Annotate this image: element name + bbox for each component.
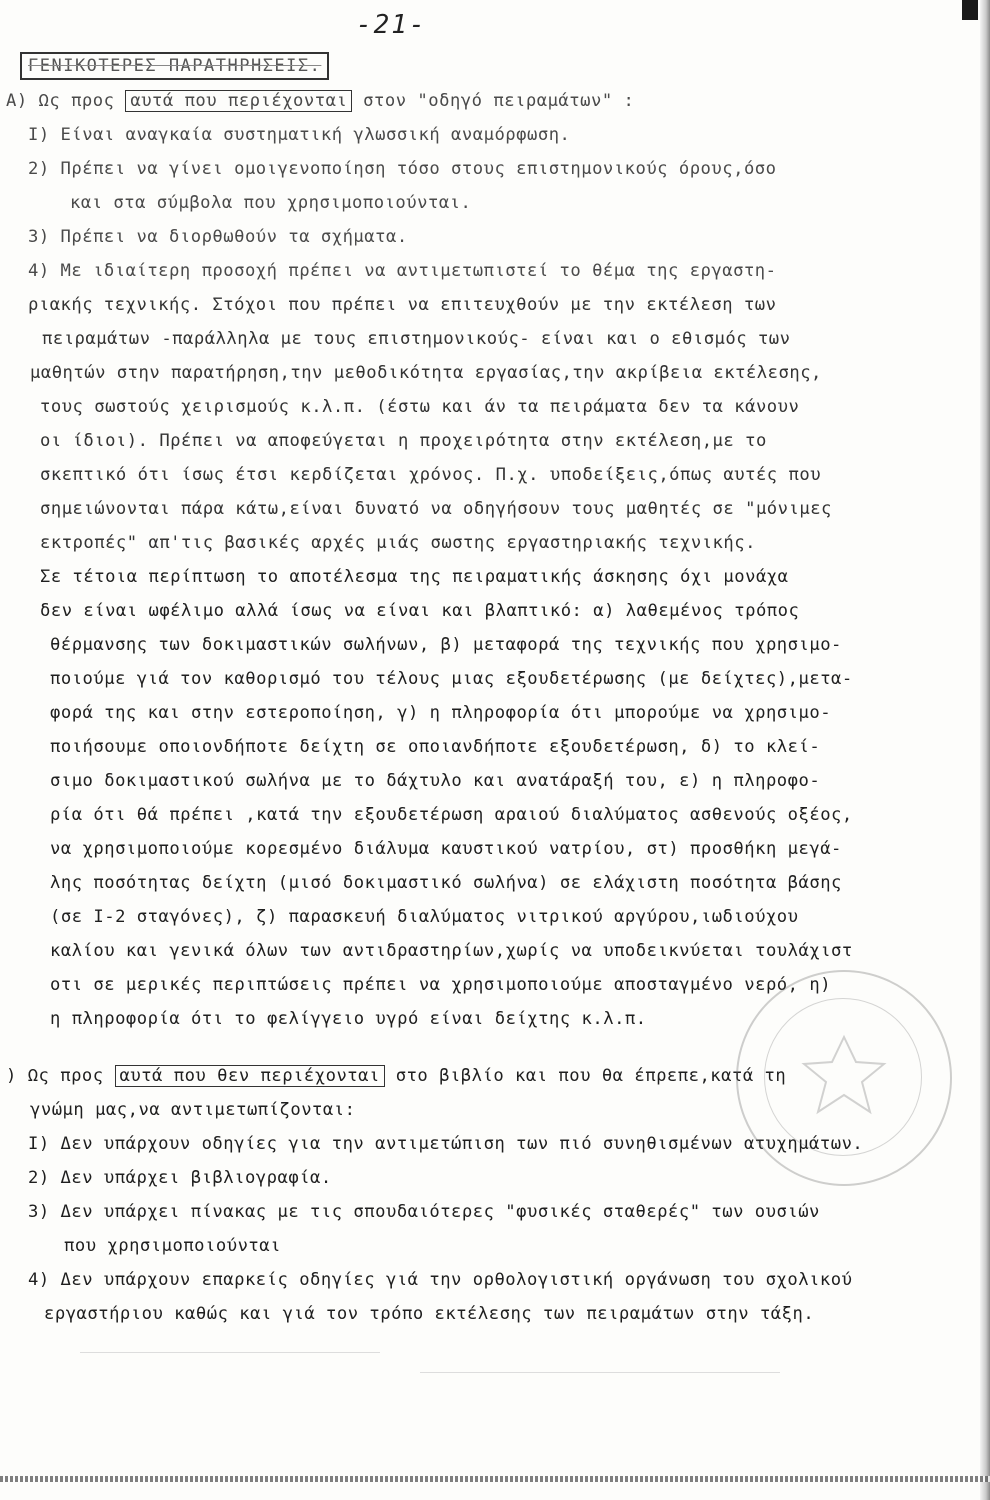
- section-a-line: να χρησιμοποιούμε κορεσμένο διάλυμα καυστικού νατρίου, στ) προσθήκη μεγά-: [50, 839, 842, 859]
- section-a-line: οι ίδιοι). Πρέπει να αποφεύγεται η προχειρότητα στην εκτέλεση,με το: [40, 431, 767, 451]
- section-a-line: ριακής τεχνικής. Στόχοι που πρέπει να επιτευχθούν με την εκτέλεση των: [28, 295, 777, 315]
- scan-edge-right: [980, 0, 990, 1500]
- section-a-line: και στα σύμβολα που χρησιμοποιούνται.: [70, 193, 472, 213]
- section-b-intro: [6, 1066, 786, 1086]
- page-number: -21-: [356, 10, 427, 40]
- section-a-line: εκτροπές" απ'τις βασικές αρχές μιάς σωστης εργαστηριακής τεχνικής.: [40, 533, 756, 553]
- section-a-intro: [6, 91, 634, 111]
- section-a-line: σιμο δοκιμαστικού σωλήνα με το δάχτυλο και ανατάραξή του, ε) η πληροφο-: [50, 771, 821, 791]
- section-a-line: η πληροφορία ότι το φελίγγειο υγρό είναι δείχτης κ.λ.π.: [50, 1009, 647, 1029]
- section-a-line: σημειώνονται πάρα κάτω,είναι δυνατό να οδηγήσουν τους μαθητές σε "μόνιμες: [40, 499, 832, 519]
- section-b-line: 2) Δεν υπάρχει βιβλιογραφία.: [28, 1168, 332, 1188]
- section-b-intro-prefix: ) Ως προς: [6, 1066, 104, 1086]
- section-a-line: (σε I-2 σταγόνες), ζ) παρασκευή διαλύματος νιτρικού αργύρου,ιωδιούχου: [50, 907, 799, 927]
- scan-edge-bottom: [0, 1476, 990, 1482]
- section-b-intro-suffix: στο βιβλίο και που θα έπρεπε,κατά τη: [395, 1066, 787, 1086]
- section-b-line: εργαστήριου καθώς και γιά τον τρόπο εκτέλεσης των πειραμάτων στην τάξη.: [44, 1304, 815, 1324]
- section-b-line: 4) Δεν υπάρχουν επαρκείς οδηγίες γιά την ορθολογιστική οργάνωση του σχολικού: [28, 1270, 853, 1290]
- section-b-boxed-phrase: αυτά που θεν περιέχονται: [115, 1065, 385, 1087]
- section-a-line: οτι σε μερικές περιπτώσεις πρέπει να χρησιμοποιούμε αποσταγμένο νερό, η): [50, 975, 832, 995]
- scan-ghost-rule: [80, 1352, 380, 1353]
- section-a-line: τους σωστούς χειρισμούς κ.λ.π. (έστω και άν τα πειράματα δεν τα κάνουν: [40, 397, 800, 417]
- section-a-intro-prefix: A) Ως προς: [6, 91, 115, 111]
- section-a-line: καλίου και γενικά όλων των αντιδραστηρίων,χωρίς να υποδεικνύεται τουλάχιστ: [50, 941, 853, 961]
- section-a-line: 4) Με ιδιαίτερη προσοχή πρέπει να αντιμετωπιστεί το θέμα της εργαστη-: [28, 261, 777, 281]
- section-a-line: δεν είναι ωφέλιμο αλλά ίσως να είναι και βλαπτικό: α) λαθεμένος τρόπος: [40, 601, 800, 621]
- section-a-line: I) Είναι αναγκαία συστηματική γλωσσική αναμόρφωση.: [28, 125, 571, 145]
- section-a-line: πειραμάτων -παράλληλα με τους επιστημονικούς- είναι και ο εθισμός των: [42, 329, 791, 349]
- section-a-line: ρία ότι θά πρέπει ,κατά την εξουδετέρωση αραιού διαλύματος ασθενούς οξέος,: [50, 805, 853, 825]
- stamp-emblem-icon: [794, 1032, 894, 1122]
- section-a-line: σκεπτικό ότι ίσως έτσι κερδίζεται χρόνος. Π.χ. υποδείξεις,όπως αυτές που: [40, 465, 822, 485]
- section-a-line: ποιούμε γιά τον καθορισμό του τέλους μιας εξουδετέρωσης (με δείχτες),μετα-: [50, 669, 853, 689]
- scan-ghost-rule: [420, 1372, 780, 1373]
- section-a-line: 2) Πρέπει να γίνει ομοιγενοποίηση τόσο στους επιστημονικούς όρους,όσο: [28, 159, 777, 179]
- section-a-line: φορά της και στην εστεροποίηση, γ) η πληροφορία ότι μπορούμε να χρησιμο-: [50, 703, 832, 723]
- section-a-line: 3) Πρέπει να διορθωθούν τα σχήματα.: [28, 227, 408, 247]
- section-b-line: που χρησιμοποιούνται: [64, 1236, 281, 1256]
- section-a-line: λης ποσότητας δείχτη (μισό δοκιμαστικό σωλήνα) σε ελάχιστη ποσότητα βάσης: [50, 873, 842, 893]
- section-a-line: θέρμανσης των δοκιμαστικών σωλήνων, β) μεταφορά της τεχνικής που χρησιμο-: [50, 635, 842, 655]
- section-header: ΓΕΝΙΚΟΤΕΡΕΣ ΠΑΡΑΤΗΡΗΣΕΙΣ.: [20, 52, 329, 80]
- section-a-intro-suffix: στον "οδηγό πειραμάτων" :: [363, 91, 635, 111]
- section-b-line: γνώμη μας,να αντιμετωπίζονται:: [30, 1100, 356, 1120]
- section-a-line: Σε τέτοια περίπτωση το αποτέλεσμα της πειραματικής άσκησης όχι μονάχα: [40, 567, 789, 587]
- section-a-boxed-phrase: αυτά που περιέχονται: [125, 90, 352, 112]
- section-b-line: I) Δεν υπάρχουν οδηγίες για την αντιμετώπιση των πιό συνηθισμένων ατυχημάτων.: [28, 1134, 864, 1154]
- section-a-line: ποιήσουμε οποιονδήποτε δείχτη σε οποιανδήποτε εξουδετέρωση, δ) το κλεί-: [50, 737, 821, 757]
- scan-corner-mark: [962, 0, 978, 20]
- section-b-line: 3) Δεν υπάρχει πίνακας με τις σπουδαιότερες "φυσικές σταθερές" των ουσιών: [28, 1202, 820, 1222]
- section-a-line: μαθητών στην παρατήρηση,την μεθοδικότητα εργασίας,την ακρίβεια εκτέλεσης,: [30, 363, 822, 383]
